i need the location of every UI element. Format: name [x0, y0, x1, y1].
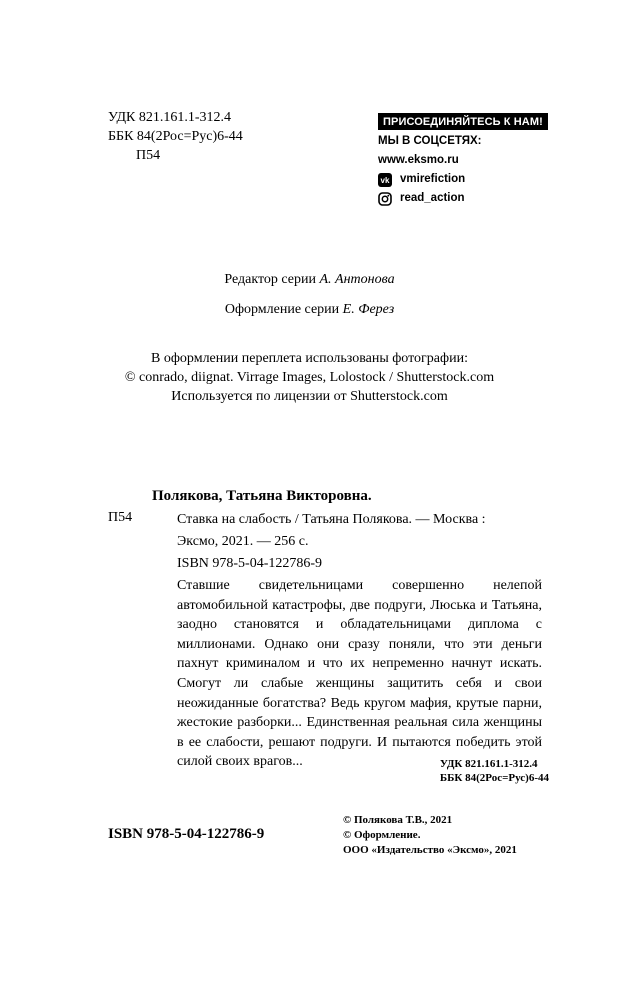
copyright-publisher: ООО «Издательство «Эксмо», 2021	[343, 844, 517, 856]
classification-codes	[108, 108, 243, 165]
instagram-row[interactable]	[378, 189, 548, 208]
photo-credit-line1: В оформлении переплета использованы фотографии:	[151, 351, 468, 366]
social-subtitle: МЫ В СОЦСЕТЯХ:	[378, 135, 482, 147]
footer-isbn: ISBN 978-5-04-122786-9	[108, 826, 265, 842]
join-banner: ПРИСОЕДИНЯЙТЕСЬ К НАМ!	[378, 113, 548, 130]
catalog-title-line1: Ставка на слабость / Татьяна Полякова. — Москва :	[177, 512, 486, 527]
photo-credit-line3: Используется по лицензии от Shutterstock.com	[171, 389, 448, 404]
annotation-text: Ставшие свидетельницами совершенно нелепой автомобильной катастрофы, две подруги, Люська и Татьяна, заодно становятся и обладательницами диплома с миллионами. Однако они сразу поняли, что эти деньги пахнут криминалом и что их непременно начнут искать. Смогут ли слабые женщины защитить себя и свои неожиданные богатства? Ведь кругом мафия, крутые парни, жестокие разборки... Единственная реальная сила женщины в ее слабости, решают подруги. И пытаются победить этой силой своих врагов...	[177, 578, 542, 770]
vk-row[interactable]	[378, 170, 548, 189]
catalog-code: П54	[108, 510, 133, 525]
photo-credit-line2: © conrado, diignat. Virrage Images, Lolostock / Shutterstock.com	[124, 370, 495, 385]
svg-text:vk: vk	[380, 175, 390, 185]
instagram-icon	[378, 192, 392, 206]
catalog-title-line2: Эксмо, 2021. — 256 с.	[177, 534, 309, 549]
design-name: Е. Ферез	[342, 302, 395, 317]
udk-code-right: УДК 821.161.1-312.4	[439, 758, 538, 770]
editor-label: Редактор серии	[224, 272, 316, 287]
catalog-codes-right	[440, 757, 549, 785]
annotation	[177, 576, 542, 772]
social-block	[378, 113, 548, 208]
vk-icon	[378, 173, 392, 187]
copyright-author: © Полякова Т.В., 2021	[343, 814, 453, 826]
editor-credit	[0, 272, 619, 288]
copyright-block	[343, 813, 517, 858]
bbk-code-right: ББК 84(2Рос=Рус)6-44	[439, 772, 549, 784]
catalog-author: Полякова, Татьяна Викторовна.	[152, 488, 372, 504]
catalog-isbn: ISBN 978-5-04-122786-9	[177, 556, 323, 571]
bbk-code: ББК 84(2Рос=Рус)6-44	[108, 129, 243, 144]
editor-name: А. Антонова	[319, 272, 395, 287]
udk-code: УДК 821.161.1-312.4	[108, 110, 232, 125]
design-label: Оформление серии	[224, 302, 340, 317]
design-credit	[0, 302, 619, 318]
author-mark: П54	[136, 148, 161, 163]
copyright-design: © Оформление.	[343, 829, 421, 841]
vk-handle: vmirefiction	[400, 173, 466, 185]
website-link[interactable]: www.eksmo.ru	[378, 154, 459, 166]
instagram-handle: read_action	[400, 192, 465, 204]
